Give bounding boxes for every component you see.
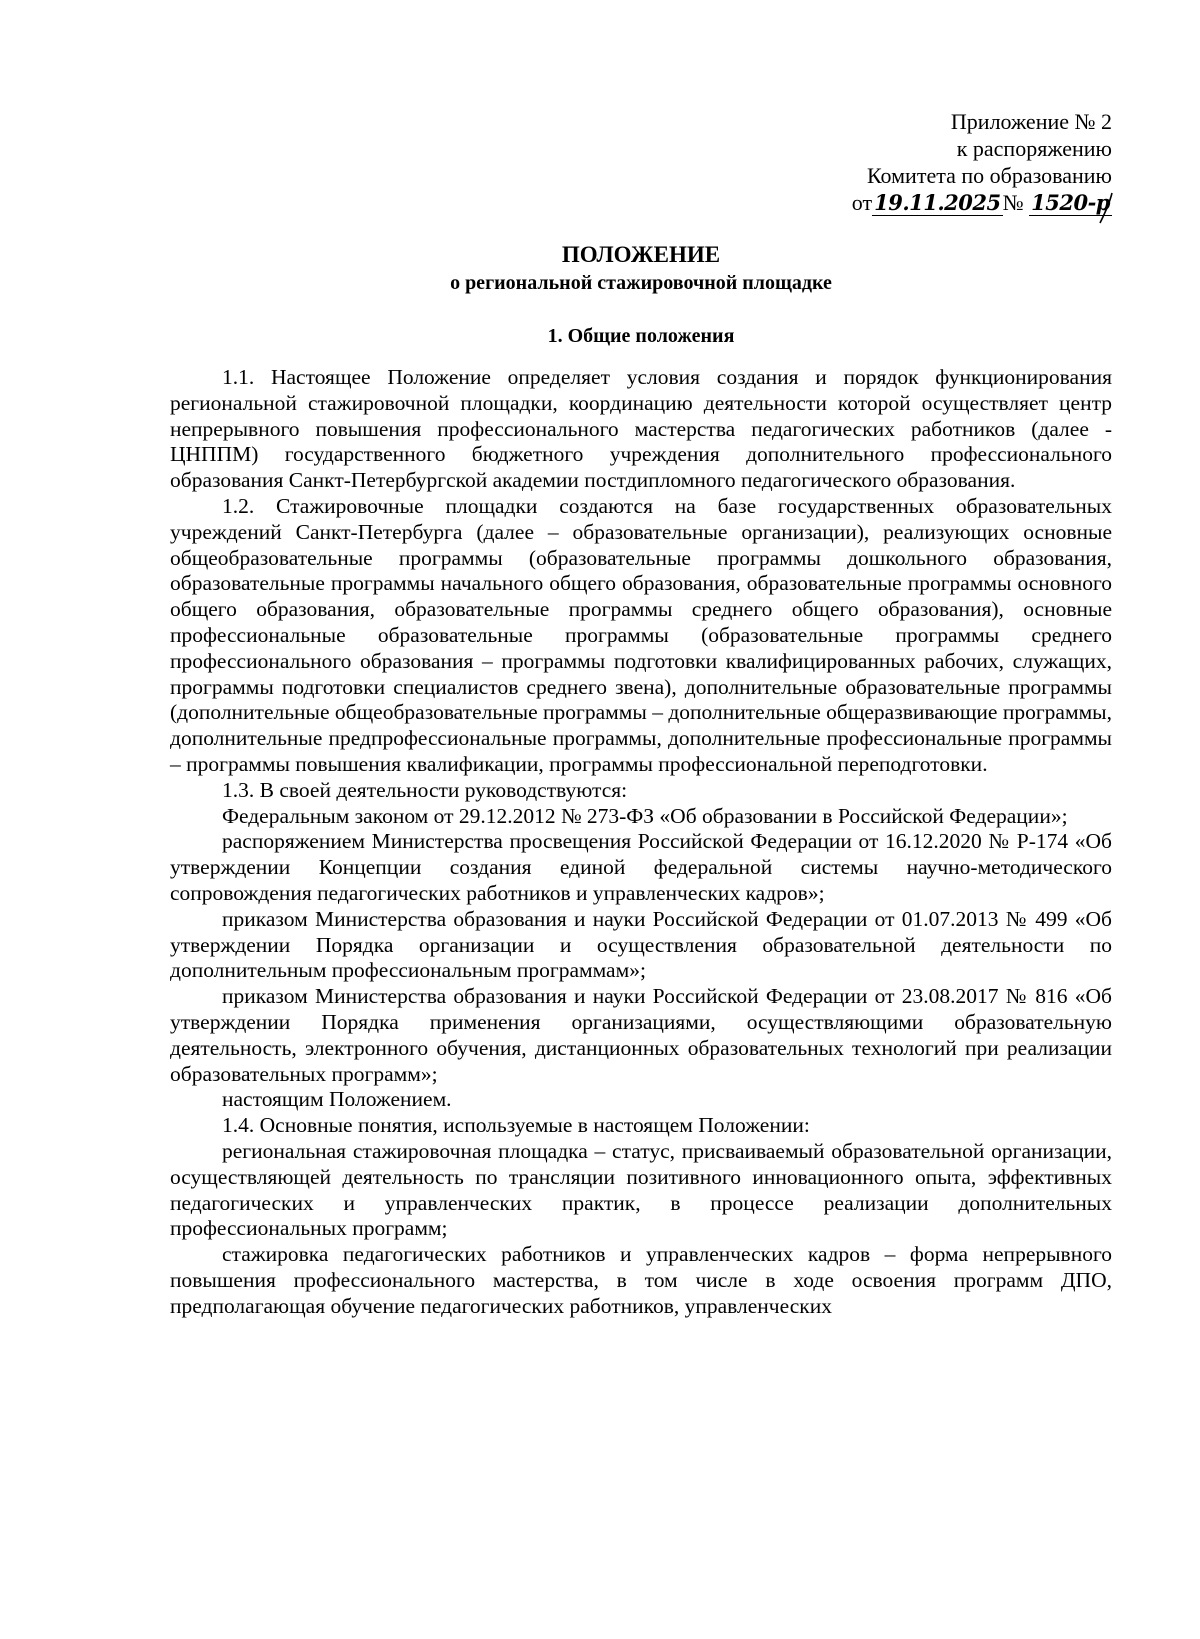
handwritten-date: 19.11.2025 xyxy=(874,190,1001,215)
paragraph: 1.2. Стажировочные площадки создаются на базе государственных образовательных учреждений Санкт-Петербурга (далее – образовательные организации), реализующих основные общеобразовательные программы (образовательные программы дошкольного образования, образовательные программы начального общего образования, образовательные программы основного общего образования, образовательные программы среднего общего образования), основные профессиональные образовательные программы (образовательные программы среднего профессионального образования – программы подготовки квалифицированных рабочих, служащих, программы подготовки специалистов среднего звена), дополнительные образовательные программы (дополнительные общеобразовательные программы – дополнительные общеразвивающие программы, дополнительные предпрофессиональные программы, дополнительные профессиональные программы – программы повышения квалификации, программы профессиональной переподготовки. xyxy=(170,493,1112,776)
paragraph: приказом Министерства образования и науки Российской Федерации от 01.07.2013 № 499 «Об утверждении Порядка организации и осуществления образовательной деятельности по дополнительным профессиональным программам»; xyxy=(170,906,1112,983)
number-label: № xyxy=(1002,190,1024,215)
document-title: ПОЛОЖЕНИЕ xyxy=(561,242,721,267)
appendix-header xyxy=(852,108,1112,219)
paragraph: 1.1. Настоящее Положение определяет условия создания и порядок функционирования региональной стажировочной площадки, координацию деятельности которой осуществляет центр непрерывного повышения профессионального мастерства педагогических работников (далее - ЦНППМ) государственного бюджетного учреждения дополнительного профессионального образования Санкт-Петербургской академии постдипломного педагогического образования. xyxy=(170,365,1112,493)
appendix-line-3: Комитета по образованию xyxy=(866,163,1112,188)
paragraph: приказом Министерства образования и науки Российской Федерации от 23.08.2017 № 816 «Об утверждении Порядка применения организациями, осуществляющими образовательную деятельность, электронного обучения, дистанционных образовательных технологий при реализации образовательных программ»; xyxy=(170,984,1112,1086)
paragraph: 1.4. Основные понятия, используемые в настоящем Положении: xyxy=(222,1113,810,1138)
appendix-line-2: к распоряжению xyxy=(956,136,1112,161)
paragraph: стажировка педагогических работников и управленческих кадров – форма непрерывного повышения профессионального мастерства, в том числе в ходе освоения программ ДПО, предполагающая обучение педагогических работников, управленческих xyxy=(170,1242,1112,1318)
document-subtitle: о региональной стажировочной площадке xyxy=(450,272,832,294)
paragraph: Федеральным законом от 29.12.2012 № 273-ФЗ «Об образовании в Российской Федерации»; xyxy=(222,803,1068,828)
handwritten-number: 1520-р xyxy=(1031,190,1110,215)
paragraph: распоряжением Министерства просвещения Российской Федерации от 16.12.2020 № Р-174 «Об утверждении Концепции создания единой федеральной системы научно-методического сопровождения педагогических работников и управленческих кадров»; xyxy=(170,829,1112,905)
appendix-date-number-line xyxy=(852,189,1112,219)
appendix-line-1: Приложение № 2 xyxy=(950,109,1112,134)
paragraph: региональная стажировочная площадка – статус, присваиваемый образовательной организации, осуществляющей деятельность по трансляции позитивного инновационного опыта, эффективных педагогических и управленческих практик, в процессе реализации дополнительных профессиональных программ; xyxy=(170,1138,1112,1241)
paragraph: настоящим Положением. xyxy=(222,1087,452,1112)
paragraph: 1.3. В своей деятельности руководствуются: xyxy=(222,777,628,802)
document-body xyxy=(170,365,1112,1319)
from-label: от xyxy=(851,190,873,215)
section-title: 1. Общие положения xyxy=(547,325,735,347)
signature-flourish-icon xyxy=(1096,189,1116,225)
